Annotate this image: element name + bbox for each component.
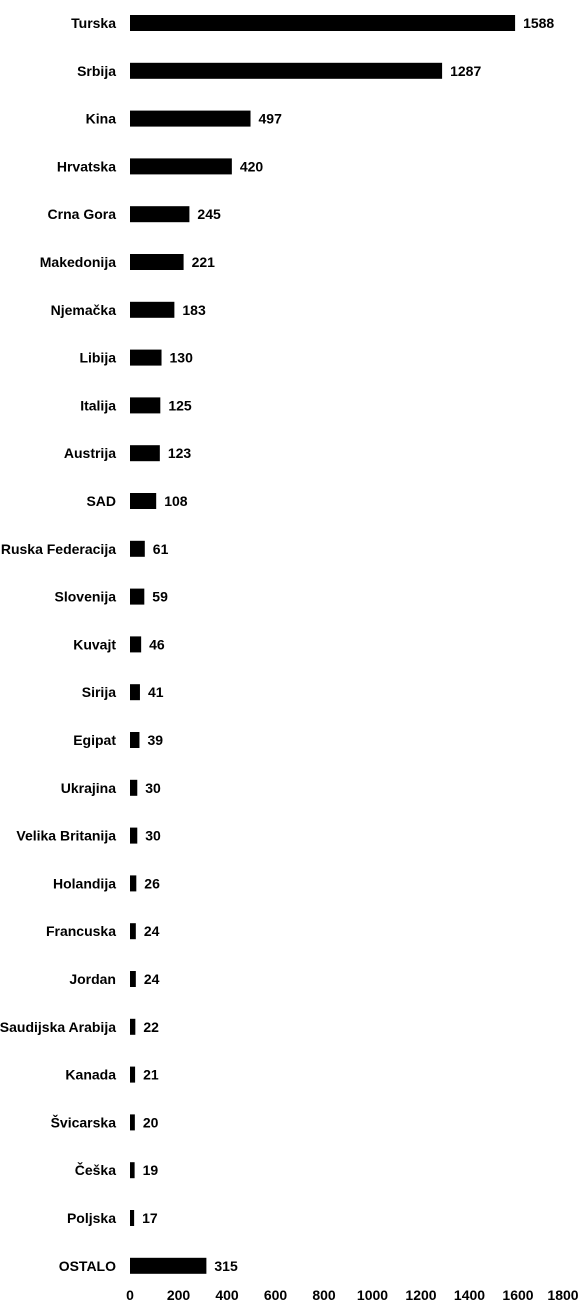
category-label: Holandija [52,875,116,892]
category-label: Kanada [65,1066,116,1083]
category-label: Libija [79,349,116,366]
data-label: 125 [168,397,192,414]
data-label: 315 [214,1257,238,1274]
category-label: OSTALO [58,1257,116,1274]
category-label: Francuska [45,923,116,940]
bar [130,541,145,557]
x-tick-label: 1000 [356,1287,389,1303]
bar [130,923,136,939]
bar [130,684,140,700]
category-label: Njemačka [50,301,116,318]
bar [130,206,189,222]
bar [130,15,515,31]
bar [130,875,136,891]
x-tick-label: 600 [263,1287,288,1303]
bar [130,445,160,461]
category-label: Ukrajina [60,779,116,796]
x-tick-label: 400 [215,1287,239,1303]
category-label: Češka [74,1162,116,1179]
category-label: Turska [71,15,116,31]
data-label: 46 [149,636,165,653]
bar [130,1210,134,1226]
bar [130,589,144,605]
category-label: Saudijska Arabija [0,1018,116,1035]
x-tick-label: 0 [126,1287,134,1303]
x-tick-label: 1400 [453,1287,486,1303]
bar [130,1019,135,1035]
category-label: Austrija [63,445,116,462]
category-label: Sirija [81,684,116,701]
category-label: SAD [86,493,116,509]
bar [130,397,160,413]
category-label: Ruska Federacija [0,540,116,557]
data-label: 24 [143,971,160,987]
bar [130,636,141,652]
bar [130,1114,135,1130]
x-tick-label: 800 [312,1287,336,1303]
data-label: 26 [144,875,160,892]
x-tick-label: 1800 [547,1287,579,1303]
category-label: Jordan [69,971,116,987]
data-label: 59 [152,588,168,605]
data-label: 183 [182,301,206,318]
data-label: 221 [191,254,215,270]
category-label: Italija [80,397,116,414]
data-label: 17 [142,1210,158,1226]
category-label: Crna Gora [47,206,116,223]
data-label: 420 [239,158,264,175]
bar [130,1258,206,1274]
data-label: 1588 [523,15,555,31]
data-label: 245 [197,206,221,223]
category-label: Kuvajt [73,636,116,653]
bar [130,732,139,748]
data-label: 61 [152,540,169,557]
bar [130,1067,135,1083]
category-label: Srbija [77,62,116,79]
data-label: 123 [167,445,192,462]
bar [130,158,232,174]
bar [130,828,137,844]
category-label: Egipat [73,732,116,748]
data-label: 130 [169,349,193,366]
category-label: Hrvatska [56,158,116,175]
bar [130,971,136,987]
data-label: 19 [142,1162,159,1179]
bar [130,254,184,270]
bar [130,302,174,318]
category-label: Poljska [66,1210,116,1226]
category-label: Makedonija [39,254,116,270]
data-label: 1287 [450,62,482,79]
bar [130,350,162,366]
x-tick-label: 200 [166,1287,191,1303]
bar [130,493,156,509]
x-tick-label: 1600 [502,1287,534,1303]
data-label: 24 [143,923,160,940]
bar [130,780,137,796]
data-label: 497 [258,110,282,127]
data-label: 30 [145,827,161,844]
bar [130,63,442,79]
data-label: 30 [145,779,161,796]
bar [130,111,251,127]
data-label: 41 [147,684,164,701]
category-label: Velika Britanija [16,827,116,844]
x-tick-label: 1200 [405,1287,437,1303]
data-label: 21 [143,1066,159,1083]
category-label: Kina [85,110,116,127]
data-label: 22 [143,1018,159,1035]
category-label: Švicarska [50,1114,116,1131]
data-label: 108 [164,493,188,509]
category-label: Slovenija [54,588,116,605]
bar [130,1162,135,1178]
data-label: 20 [142,1114,159,1131]
data-label: 39 [147,732,164,748]
